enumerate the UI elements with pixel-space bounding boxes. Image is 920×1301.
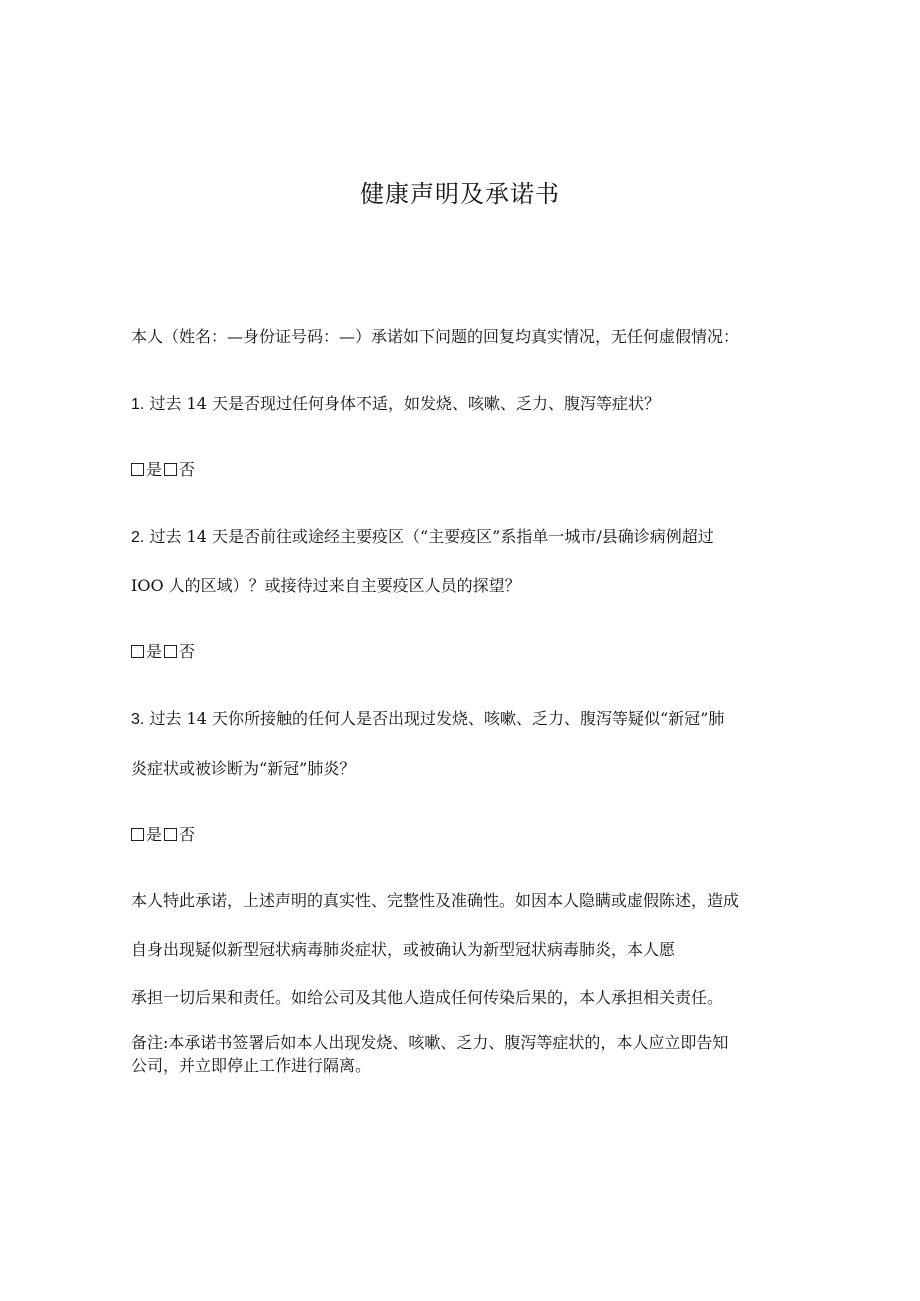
note-line-1: 备注:本承诺书签署后如本人出现发烧、咳嗽、乏力、腹泻等症状的，本人应立即告知 bbox=[131, 1033, 729, 1052]
question-2-options bbox=[131, 642, 195, 662]
pledge-line-3: 承担一切后果和责任。如给公司及其他人造成任何传染后果的，本人承担相关责任。 bbox=[131, 988, 724, 1007]
q3-yes-option[interactable] bbox=[131, 825, 162, 845]
q2-yes-option[interactable] bbox=[131, 642, 162, 662]
q2-yes-label: 是 bbox=[146, 642, 163, 661]
q1-no-option[interactable] bbox=[164, 460, 195, 480]
q1-no-checkbox[interactable] bbox=[164, 463, 177, 476]
pledge-line-1: 本人特此承诺，上述声明的真实性、完整性及准确性。如因本人隐瞒或虚假陈述，造成 bbox=[131, 891, 740, 910]
q2-no-option[interactable] bbox=[164, 642, 195, 662]
intro-statement: 本人（姓名：—身份证号码：—）承诺如下问题的回复均真实情况，无任何虚假情况： bbox=[131, 327, 740, 346]
question-2-text-line-1: 过去 14 天是否前往或途经主要疫区（“主要疫区”系指单一城市/县确诊病例超过 bbox=[149, 527, 714, 546]
note-line-2: 公司，并立即停止工作进行隔离。 bbox=[131, 1056, 372, 1075]
q1-yes-checkbox[interactable] bbox=[131, 463, 144, 476]
question-2 bbox=[131, 527, 714, 548]
question-3 bbox=[131, 709, 724, 730]
q2-yes-checkbox[interactable] bbox=[131, 645, 144, 658]
question-1-number: 1. bbox=[131, 396, 145, 413]
q1-no-label: 否 bbox=[179, 460, 196, 479]
page-title: 健康声明及承诺书 bbox=[360, 180, 560, 208]
q3-no-label: 否 bbox=[179, 825, 196, 844]
pledge-line-2: 自身出现疑似新型冠状病毒肺炎症状，或被确认为新型冠状病毒肺炎，本人愿 bbox=[131, 940, 676, 959]
q2-no-checkbox[interactable] bbox=[164, 645, 177, 658]
q3-no-option[interactable] bbox=[164, 825, 195, 845]
q3-no-checkbox[interactable] bbox=[164, 828, 177, 841]
question-3-text-line-2: 炎症状或被诊断为“新冠”肺炎？ bbox=[131, 759, 356, 778]
question-2-text-line-2: IOO 人的区域）？或接待过来自主要疫区人员的探望？ bbox=[131, 576, 521, 595]
q1-yes-option[interactable] bbox=[131, 460, 162, 480]
question-1-options bbox=[131, 460, 195, 480]
question-3-options bbox=[131, 825, 195, 845]
question-1-text: 过去 14 天是否现过任何身体不适，如发烧、咳嗽、乏力、腹泻等症状？ bbox=[149, 394, 660, 413]
question-2-number: 2. bbox=[131, 529, 145, 546]
question-3-number: 3. bbox=[131, 711, 145, 728]
q2-no-label: 否 bbox=[179, 642, 196, 661]
q3-yes-checkbox[interactable] bbox=[131, 828, 144, 841]
q3-yes-label: 是 bbox=[146, 825, 163, 844]
question-3-text-line-1: 过去 14 天你所接触的任何人是否出现过发烧、咳嗽、乏力、腹泻等疑似“新冠”肺 bbox=[149, 709, 725, 728]
question-1 bbox=[131, 394, 660, 415]
q1-yes-label: 是 bbox=[146, 460, 163, 479]
